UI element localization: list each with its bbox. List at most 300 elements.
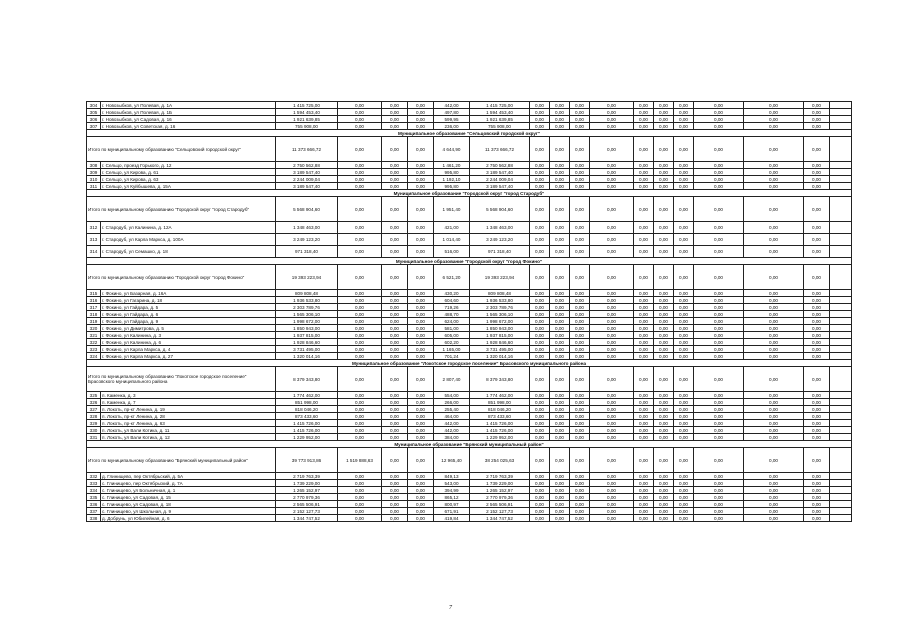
total-value-cell: 0,00 [674,448,694,473]
value-cell: 0,00 [530,109,550,116]
value-cell: 0,00 [590,109,634,116]
value-cell: 0,00 [338,311,382,318]
total-value-cell: 0,00 [654,367,674,392]
address-cell: г. Фокино, ул Калинина, д. 6 [101,339,276,346]
value-cell: 0,00 [408,162,434,169]
value-cell: 0,00 [804,508,830,515]
total-value-cell: 0,00 [570,448,590,473]
value-cell: 0,00 [694,487,744,494]
value-cell: 671,91 [434,508,470,515]
value-cell: 0,00 [590,487,634,494]
value-cell: 0,00 [338,353,382,360]
value-cell: 0,00 [804,406,830,413]
address-cell: г. Фокино, ул Гагарина, д. 18 [101,297,276,304]
value-cell: 0,00 [408,420,434,427]
value-cell: 0,00 [744,353,804,360]
row-number: 330 [87,427,101,434]
table-row [87,392,852,399]
value-cell: 0,00 [694,183,744,190]
value-cell: 0,00 [530,234,550,246]
total-value-cell: 6 521,20 [434,265,470,290]
value-cell: 1 594 453,40 [470,109,530,116]
value-cell: 2 750 562,88 [276,162,338,169]
value-cell: 0,00 [744,169,804,176]
value-cell: 0,00 [408,399,434,406]
empty-cell [830,123,852,130]
value-cell: 851 998,00 [276,399,338,406]
row-number: 307 [87,123,101,130]
value-cell: 0,00 [744,508,804,515]
value-cell: 0,00 [382,311,408,318]
value-cell: 0,00 [382,420,408,427]
value-cell: 0,00 [550,346,570,353]
value-cell: 2 565 506,91 [276,501,338,508]
value-cell: 0,00 [804,297,830,304]
value-cell: 0,00 [550,176,570,183]
value-cell: 0,00 [654,123,674,130]
table-row [87,487,852,494]
row-number: 331 [87,434,101,441]
value-cell: 419,84 [434,515,470,522]
value-cell: 0,00 [550,494,570,501]
value-cell: 1 348 463,00 [276,222,338,234]
empty-cell [830,480,852,487]
value-cell: 2 303 789,76 [470,304,530,311]
value-cell: 1 014,40 [434,234,470,246]
row-number: 332 [87,473,101,480]
value-cell: 2 244 009,04 [470,176,530,183]
address-cell: г. Сельцо, проезд Горького, д. 12 [101,162,276,169]
value-cell: 0,00 [590,116,634,123]
value-cell: 0,00 [674,420,694,427]
value-cell: 0,00 [550,473,570,480]
value-cell: 0,00 [338,318,382,325]
empty-cell [830,304,852,311]
value-cell: 0,00 [654,434,674,441]
value-cell: 0,00 [550,297,570,304]
value-cell: 0,00 [804,176,830,183]
value-cell: 0,00 [804,434,830,441]
value-cell: 0,00 [338,297,382,304]
value-cell: 2 750 562,88 [470,162,530,169]
total-label: Итого по муниципальному образованию "Сельцовский городской округ" [87,137,276,162]
value-cell: 0,00 [382,304,408,311]
empty-cell [830,367,852,392]
value-cell: 0,00 [382,318,408,325]
value-cell: 0,00 [570,406,590,413]
total-value-cell: 19 393 223,94 [276,265,338,290]
value-cell: 0,00 [744,346,804,353]
total-label: Итого по муниципальному образованию "Городской округ "город Фокино" [87,265,276,290]
empty-cell [830,246,852,258]
value-cell: 0,00 [694,222,744,234]
value-cell: 497,80 [434,109,470,116]
value-cell: 0,00 [382,297,408,304]
value-cell: 0,00 [382,473,408,480]
table-row [87,304,852,311]
value-cell: 0,00 [674,353,694,360]
value-cell: 0,00 [530,183,550,190]
value-cell: 0,00 [744,109,804,116]
table-row [87,501,852,508]
table-row [87,297,852,304]
row-number: 314 [87,246,101,258]
total-label: Итого по муниципальному образованию "Городской округ "город Стародуб" [87,197,276,222]
value-cell: 0,00 [674,176,694,183]
value-cell: 0,00 [804,427,830,434]
value-cell: 0,00 [744,487,804,494]
value-cell: 0,00 [590,399,634,406]
value-cell: 0,00 [590,501,634,508]
value-cell: 0,00 [408,332,434,339]
address-cell: с. Глинищево, ул Школьная, д. 9 [101,508,276,515]
value-cell: 0,00 [570,183,590,190]
value-cell: 0,00 [674,183,694,190]
total-value-cell: 5 568 904,60 [276,197,338,222]
value-cell: 0,00 [634,325,654,332]
value-cell: 0,00 [694,109,744,116]
total-value-cell: 0,00 [744,265,804,290]
value-cell: 0,00 [530,116,550,123]
value-cell: 0,00 [744,427,804,434]
value-cell: 0,00 [694,297,744,304]
value-cell: 0,00 [744,162,804,169]
section-header-row [87,130,852,137]
value-cell: 0,00 [694,473,744,480]
value-cell: 0,00 [382,176,408,183]
value-cell: 1 320 014,16 [276,353,338,360]
value-cell: 0,00 [408,515,434,522]
value-cell: 0,00 [590,494,634,501]
value-cell: 0,00 [694,325,744,332]
value-cell: 0,00 [570,304,590,311]
value-cell: 3 189 547,40 [276,183,338,190]
value-cell: 0,00 [744,434,804,441]
value-cell: 0,00 [590,123,634,130]
value-cell: 2 244 009,04 [276,176,338,183]
table-row [87,234,852,246]
total-value-cell: 0,00 [382,367,408,392]
value-cell: 0,00 [382,515,408,522]
value-cell: 0,00 [382,399,408,406]
address-cell: г. Фокино, ул Гайдара, д. 5 [101,304,276,311]
value-cell: 0,00 [550,290,570,297]
value-cell: 0,00 [634,480,654,487]
value-cell: 0,00 [570,515,590,522]
value-cell: 0,00 [694,102,744,109]
row-number: 322 [87,339,101,346]
address-cell: с. Глинищево, ул Садовая, д. 15 [101,494,276,501]
total-value-cell: 1 519 888,63 [338,448,382,473]
value-cell: 0,00 [530,290,550,297]
value-cell: 0,00 [654,183,674,190]
value-cell: 0,00 [634,297,654,304]
value-cell: 0,00 [804,318,830,325]
value-cell: 0,00 [694,246,744,258]
section-header-row [87,441,852,448]
value-cell: 0,00 [338,123,382,130]
table-row [87,332,852,339]
value-cell: 1 265 152,97 [470,487,530,494]
value-cell: 0,00 [408,473,434,480]
value-cell: 0,00 [570,325,590,332]
value-cell: 0,00 [408,501,434,508]
value-cell: 0,00 [744,494,804,501]
value-cell: 0,00 [570,392,590,399]
value-cell: 1 415 726,00 [470,427,530,434]
value-cell: 0,00 [338,176,382,183]
value-cell: 0,00 [634,116,654,123]
value-cell: 0,00 [530,434,550,441]
total-value-cell: 8 379 343,80 [470,367,530,392]
value-cell: 0,00 [674,427,694,434]
section-title: Муниципальное образование "Городской округ "город Фокино" [87,258,852,265]
empty-cell [830,448,852,473]
value-cell: 384,00 [434,434,470,441]
value-cell: 0,00 [530,413,550,420]
value-cell: 0,00 [694,304,744,311]
row-number: 317 [87,304,101,311]
value-cell: 464,00 [434,413,470,420]
value-cell: 0,00 [634,246,654,258]
empty-cell [830,392,852,399]
value-cell: 0,00 [408,325,434,332]
value-cell: 0,00 [408,176,434,183]
row-number: 337 [87,508,101,515]
value-cell: 488,70 [434,311,470,318]
row-number: 334 [87,487,101,494]
value-cell: 1 850 943,00 [470,325,530,332]
total-value-cell: 0,00 [804,448,830,473]
value-cell: 0,00 [550,480,570,487]
table-row [87,434,852,441]
value-cell: 0,00 [408,246,434,258]
value-cell: 2 719 763,39 [470,473,530,480]
section-title: Муниципальное образование "Городской округ "город Стародуб" [87,190,852,197]
row-number: 308 [87,162,101,169]
value-cell: 1 565 306,10 [276,311,338,318]
value-cell: 0,00 [382,102,408,109]
value-cell: 1 320 014,16 [470,353,530,360]
address-cell: г. Стародуб, ул Калинина, д. 12А [101,222,276,234]
value-cell: 0,00 [634,346,654,353]
table-row [87,116,852,123]
address-cell: г. Фокино, ул Гайдара, д. 6 [101,311,276,318]
value-cell: 755 908,00 [470,123,530,130]
value-cell: 0,00 [744,515,804,522]
total-value-cell: 0,00 [550,448,570,473]
empty-cell [830,197,852,222]
value-cell: 0,00 [570,494,590,501]
value-cell: 442,00 [434,102,470,109]
total-value-cell: 0,00 [590,197,634,222]
value-cell: 0,00 [408,413,434,420]
value-cell: 0,00 [550,353,570,360]
row-number: 310 [87,176,101,183]
row-number: 306 [87,116,101,123]
value-cell: 0,00 [674,304,694,311]
value-cell: 0,00 [804,311,830,318]
value-cell: 0,00 [654,501,674,508]
total-row [87,448,852,473]
value-cell: 0,00 [338,246,382,258]
table-row [87,353,852,360]
value-cell: 0,00 [744,473,804,480]
value-cell: 0,00 [382,480,408,487]
total-value-cell: 0,00 [744,448,804,473]
value-cell: 0,00 [634,102,654,109]
value-cell: 0,00 [570,339,590,346]
value-cell: 0,00 [694,311,744,318]
value-cell: 0,00 [744,297,804,304]
value-cell: 0,00 [634,311,654,318]
total-value-cell: 0,00 [408,448,434,473]
value-cell: 0,00 [590,427,634,434]
total-value-cell: 0,00 [382,137,408,162]
value-cell: 543,00 [434,480,470,487]
value-cell: 0,00 [338,399,382,406]
value-cell: 554,00 [434,392,470,399]
value-cell: 0,00 [550,332,570,339]
address-cell: п. Локоть, пр-кт Ленина, д. 28 [101,413,276,420]
value-cell: 0,00 [654,169,674,176]
value-cell: 0,00 [338,413,382,420]
value-cell: 0,00 [804,109,830,116]
total-value-cell: 0,00 [634,367,654,392]
value-cell: 0,00 [570,176,590,183]
value-cell: 1 937 815,00 [470,332,530,339]
value-cell: 0,00 [634,290,654,297]
value-cell: 0,00 [744,318,804,325]
value-cell: 0,00 [694,494,744,501]
value-cell: 0,00 [634,434,654,441]
value-cell: 0,00 [338,304,382,311]
total-value-cell: 0,00 [408,367,434,392]
row-number: 326 [87,399,101,406]
value-cell: 0,00 [654,480,674,487]
value-cell: 3 189 547,40 [470,183,530,190]
value-cell: 0,00 [338,332,382,339]
value-cell: 1 565 306,10 [470,311,530,318]
value-cell: 1 850 943,00 [276,325,338,332]
value-cell: 0,00 [654,304,674,311]
total-value-cell: 0,00 [382,448,408,473]
row-number: 316 [87,297,101,304]
value-cell: 1 415 726,00 [276,420,338,427]
total-value-cell: 0,00 [570,367,590,392]
empty-cell [830,109,852,116]
value-cell: 0,00 [590,339,634,346]
value-cell: 0,00 [804,392,830,399]
address-cell: с. Глинищево, пер Октябрьский, д. 7А [101,480,276,487]
total-value-cell: 0,00 [338,265,382,290]
value-cell: 1 348 463,00 [470,222,530,234]
value-cell: 0,00 [694,169,744,176]
value-cell: 0,00 [654,297,674,304]
value-cell: 0,00 [382,392,408,399]
value-cell: 394,99 [434,487,470,494]
address-cell: п. Каменка, д. 7 [101,399,276,406]
value-cell: 0,00 [694,480,744,487]
empty-cell [830,183,852,190]
value-cell: 0,00 [570,297,590,304]
value-cell: 0,00 [408,311,434,318]
value-cell: 3 731 495,00 [276,346,338,353]
value-cell: 0,00 [694,420,744,427]
value-cell: 0,00 [408,339,434,346]
page-number: 7 [449,605,452,611]
value-cell: 0,00 [570,290,590,297]
total-value-cell: 0,00 [694,137,744,162]
value-cell: 1 229 952,00 [276,434,338,441]
value-cell: 0,00 [530,311,550,318]
value-cell: 0,00 [590,420,634,427]
value-cell: 0,00 [590,473,634,480]
value-cell: 0,00 [634,183,654,190]
value-cell: 0,00 [654,325,674,332]
value-cell: 0,00 [570,427,590,434]
value-cell: 3 189 547,40 [470,169,530,176]
value-cell: 0,00 [654,346,674,353]
value-cell: 0,00 [530,508,550,515]
total-value-cell: 0,00 [550,197,570,222]
total-value-cell: 11 373 666,72 [276,137,338,162]
value-cell: 0,00 [744,183,804,190]
table-row [87,318,852,325]
value-cell: 0,00 [338,102,382,109]
value-cell: 0,00 [338,234,382,246]
value-cell: 0,00 [338,480,382,487]
table-row [87,169,852,176]
value-cell: 0,00 [338,339,382,346]
value-cell: 0,00 [408,297,434,304]
row-number: 315 [87,290,101,297]
value-cell: 0,00 [550,399,570,406]
value-cell: 0,00 [654,473,674,480]
value-cell: 0,00 [744,339,804,346]
value-cell: 0,00 [590,162,634,169]
address-cell: г. Фокино, ул Димитрова, д. 5 [101,325,276,332]
value-cell: 3 249 123,20 [470,234,530,246]
value-cell: 0,00 [634,427,654,434]
empty-cell [830,487,852,494]
empty-cell [830,290,852,297]
address-cell: г. Новозыбков, ул Полевая, д. 1Б [101,109,276,116]
value-cell: 2 303 789,76 [276,304,338,311]
table-row [87,311,852,318]
value-cell: 602,20 [434,339,470,346]
table-row [87,494,852,501]
value-cell: 599,95 [434,116,470,123]
value-cell: 0,00 [634,473,654,480]
total-value-cell: 39 773 913,86 [276,448,338,473]
value-cell: 0,00 [654,494,674,501]
value-cell: 0,00 [674,501,694,508]
value-cell: 0,00 [654,406,674,413]
total-value-cell: 0,00 [530,448,550,473]
value-cell: 0,00 [338,169,382,176]
value-cell: 0,00 [338,392,382,399]
total-value-cell: 0,00 [590,448,634,473]
value-cell: 0,00 [530,304,550,311]
total-row [87,137,852,162]
table-row [87,102,852,109]
value-cell: 0,00 [570,332,590,339]
value-cell: 0,00 [804,339,830,346]
value-cell: 0,00 [408,346,434,353]
value-cell: 0,00 [590,222,634,234]
empty-cell [830,176,852,183]
